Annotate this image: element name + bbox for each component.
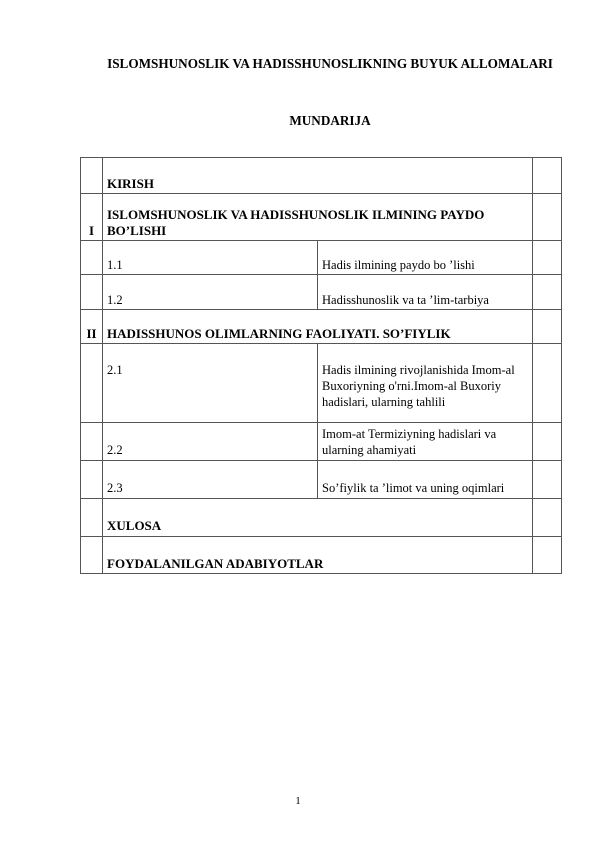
toc-number	[81, 241, 103, 275]
toc-row-2-3	[81, 461, 562, 499]
toc-page-cell	[533, 423, 562, 461]
toc-page-cell	[533, 241, 562, 275]
toc-page-cell	[533, 158, 562, 194]
toc-row-2-2	[81, 423, 562, 461]
toc-number	[81, 537, 103, 574]
toc-subnumber: 1.1	[103, 241, 318, 275]
document-subtitle: MUNDARIJA	[289, 113, 371, 128]
toc-row-kirish	[81, 158, 562, 194]
toc-entry-2-2: Imom-at Termiziyning hadislari va ularning ahamiyati	[318, 423, 533, 461]
toc-subnumber: 2.1	[103, 344, 318, 423]
toc-row-2-1	[81, 344, 562, 423]
toc-entry-chapter-2: HADISSHUNOS OLIMLARNING FAOLIYATI. SO’FIYLIK	[103, 310, 533, 344]
toc-row-1-2	[81, 275, 562, 310]
toc-subnumber: 1.2	[103, 275, 318, 310]
toc-page-cell	[533, 537, 562, 574]
toc-entry-xulosa: XULOSA	[103, 499, 533, 537]
toc-number	[81, 423, 103, 461]
toc-row-xulosa	[81, 499, 562, 537]
toc-number: I	[81, 194, 103, 241]
toc-page-cell	[533, 275, 562, 310]
toc-subnumber: 2.2	[103, 423, 318, 461]
toc-number	[81, 344, 103, 423]
toc-entry-1-2: Hadisshunoslik va ta ’lim-tarbiya	[318, 275, 533, 310]
toc-entry-2-3: So’fiylik ta ’limot va uning oqimlari	[318, 461, 533, 499]
toc-number	[81, 275, 103, 310]
toc-number	[81, 461, 103, 499]
toc-row-chapter-2	[81, 310, 562, 344]
toc-number: II	[81, 310, 103, 344]
toc-entry-1-1: Hadis ilmining paydo bo ’lishi	[318, 241, 533, 275]
document-title: ISLOMSHUNOSLIK VA HADISSHUNOSLIKNING BUYUK ALLOMALARI	[107, 56, 553, 71]
toc-entry-2-1: Hadis ilmining rivojlanishida Imom-al Buxoriyning o'rni.Imom-al Buxoriy hadislari, ularning tahlili	[318, 344, 533, 423]
toc-page-cell	[533, 194, 562, 241]
toc-entry-chapter-1: ISLOMSHUNOSLIK VA HADISSHUNOSLIK ILMINING PAYDO BO’LISHI	[103, 194, 533, 241]
page-number: 1	[295, 795, 301, 807]
toc-row-references	[81, 537, 562, 574]
toc-row-chapter-1	[81, 194, 562, 241]
table-of-contents	[80, 157, 562, 574]
toc-row-1-1	[81, 241, 562, 275]
toc-page-cell	[533, 310, 562, 344]
toc-subnumber: 2.3	[103, 461, 318, 499]
toc-entry-references: FOYDALANILGAN ADABIYOTLAR	[103, 537, 533, 574]
toc-page-cell	[533, 344, 562, 423]
toc-number	[81, 499, 103, 537]
toc-page-cell	[533, 499, 562, 537]
toc-page-cell	[533, 461, 562, 499]
toc-number	[81, 158, 103, 194]
toc-entry-kirish: KIRISH	[103, 158, 533, 194]
